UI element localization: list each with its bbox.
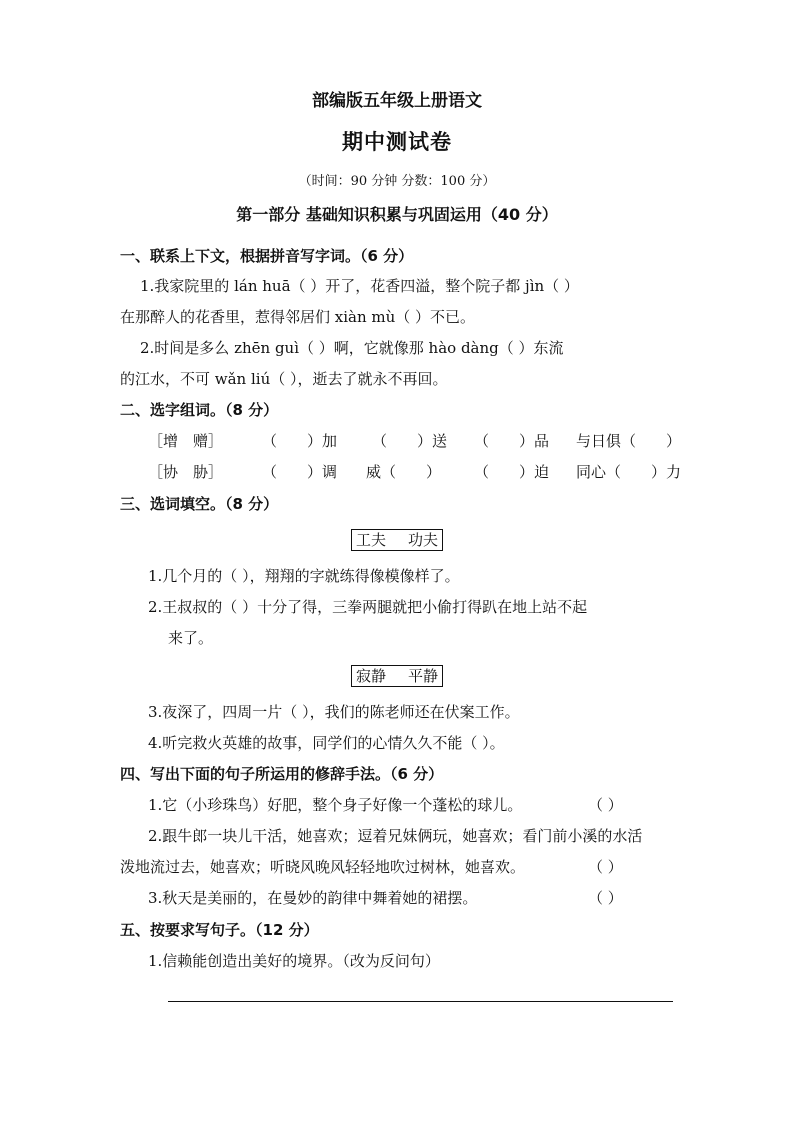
section-2-row1-item: 与日俱（ ） bbox=[576, 432, 682, 450]
word-option: 功夫 bbox=[408, 531, 439, 549]
section-2-row1-item: （ ）送 bbox=[372, 432, 448, 450]
section-2-row2-item: 威（ ） bbox=[366, 463, 442, 481]
word-option: 寂静 bbox=[355, 667, 386, 685]
section-3-q2-line1: 2.王叔叔的（ ）十分了得，三拳两腿就把小偷打得趴在地上站不起 bbox=[148, 598, 588, 616]
section-1-q2-line1: 2.时间是多么 zhēn guì（ ）啊，它就像那 hào dàng（ ）东流 bbox=[140, 339, 564, 357]
section-4-q1: 1.它（小珍珠鸟）好肥，整个身子好像一个蓬松的球儿。 bbox=[148, 796, 523, 814]
section-1-q2-line2: 的江水，不可 wǎn liú（ ），逝去了就永不再回。 bbox=[120, 370, 448, 388]
section-4-q3-blank: （ ） bbox=[588, 889, 623, 907]
section-4-q2-blank: （ ） bbox=[588, 858, 623, 876]
section-3-q1: 1.几个月的（ ），翔翔的字就练得像模像样了。 bbox=[148, 567, 460, 585]
section-2-row1-label: ［增 赠］ bbox=[148, 432, 224, 450]
section-3-q3: 3.夜深了，四周一片（ ），我们的陈老师还在伏案工作。 bbox=[148, 703, 520, 721]
section-1-heading: 一、联系上下文，根据拼音写字词。（6 分） bbox=[120, 247, 414, 265]
section-2-heading: 二、选字组词。（8 分） bbox=[120, 401, 279, 419]
word-option: 平静 bbox=[408, 667, 439, 685]
section-4-q2-line2: 泼地流过去，她喜欢；听晓风晚风轻轻地吹过树林，她喜欢。 bbox=[120, 858, 526, 876]
section-2-row1-item: （ ）品 bbox=[474, 432, 550, 450]
section-3-q4: 4.听完救火英雄的故事，同学们的心情久久不能（ ）。 bbox=[148, 734, 505, 752]
word-option: 工夫 bbox=[355, 531, 386, 549]
answer-line bbox=[168, 1001, 673, 1002]
section-4-q2-line1: 2.跟牛郎一块儿干活，她喜欢；逗着兄妹俩玩，她喜欢；看门前小溪的水活 bbox=[148, 827, 643, 845]
section-2-row2-item: （ ）迫 bbox=[474, 463, 550, 481]
exam-meta: （时间：90 分钟 分数：100 分） bbox=[298, 174, 496, 189]
section-1-q1-line1: 1.我家院里的 lán huā（ ）开了，花香四溢，整个院子都 jìn（ ） bbox=[140, 277, 579, 295]
word-box-2-wrap bbox=[0, 665, 794, 687]
word-box-1-wrap bbox=[0, 529, 794, 551]
word-box-2 bbox=[351, 665, 443, 687]
exam-series-title: 部编版五年级上册语文 bbox=[312, 91, 482, 111]
section-3-heading: 三、选词填空。（8 分） bbox=[120, 495, 279, 513]
section-4-q1-blank: （ ） bbox=[588, 796, 623, 814]
section-4-heading: 四、写出下面的句子所运用的修辞手法。（6 分） bbox=[120, 765, 444, 783]
section-4-q3: 3.秋天是美丽的，在曼妙的韵律中舞着她的裙摆。 bbox=[148, 889, 478, 907]
section-3-q2-line2: 来了。 bbox=[168, 629, 214, 647]
section-2-row2-item: （ ）调 bbox=[262, 463, 338, 481]
exam-title: 期中测试卷 bbox=[342, 130, 452, 154]
section-2-row2-item: 同心（ ）力 bbox=[576, 463, 682, 481]
section-5-q1: 1.信赖能创造出美好的境界。（改为反问句） bbox=[148, 952, 440, 970]
section-5-heading: 五、按要求写句子。（12 分） bbox=[120, 921, 319, 939]
section-1-q1-line2: 在那醉人的花香里，惹得邻居们 xiàn mù（ ）不已。 bbox=[120, 308, 476, 326]
section-2-row1-item: （ ）加 bbox=[262, 432, 338, 450]
part-one-title: 第一部分 基础知识积累与巩固运用（40 分） bbox=[236, 205, 558, 224]
section-2-row2-label: ［协 胁］ bbox=[148, 463, 224, 481]
word-box-1 bbox=[351, 529, 443, 551]
